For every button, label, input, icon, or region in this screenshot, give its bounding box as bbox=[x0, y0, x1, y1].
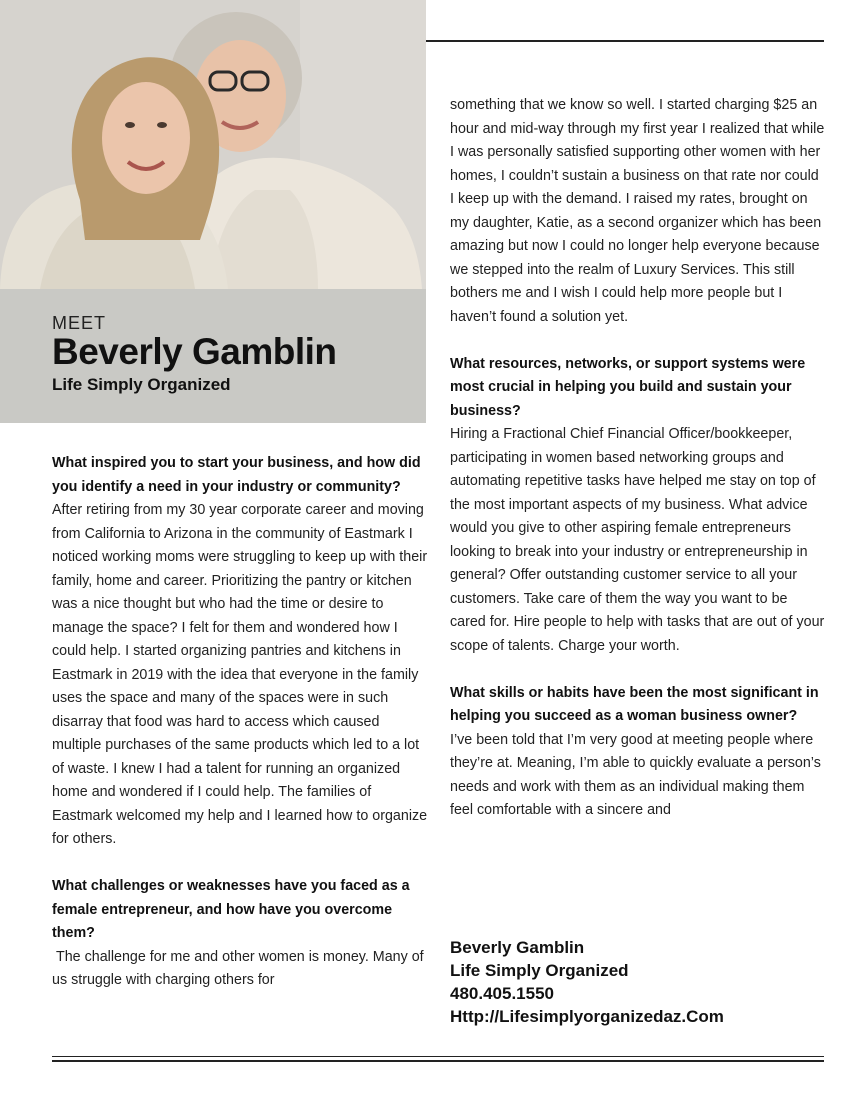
question-3: What resources, networks, or support systems were most crucial in helping you build and sustain your business? bbox=[450, 355, 806, 419]
answer-3: Hiring a Fractional Chief Financial Officer/bookkeeper, participating in women based networking groups and automating repetitive tasks have helped me stay on top of the most important aspects of my business. What advice would you give to other aspiring female entrepreneurs looking to break into your industry or entrepreneurship in general? Offer outstanding customer service to all your customers. Take care of them the way you want to be cared for. Hire people to help with tasks that are out of your scope of talents. Charge your worth. bbox=[450, 426, 825, 654]
contact-company: Life Simply Organized bbox=[450, 961, 629, 980]
question-1: What inspired you to start your business, and how did you identify a need in your industry or community? bbox=[52, 455, 421, 495]
right-column bbox=[450, 94, 826, 823]
featured-name: Beverly Gamblin bbox=[52, 331, 337, 372]
contact-website-link[interactable]: Http://Lifesimplyorganizedaz.Com bbox=[450, 1007, 724, 1026]
left-column bbox=[52, 452, 432, 993]
answer-2-continued: something that we know so well. I started charging $25 an hour and mid-way through my first year I realized that while I was personally satisfied supporting other women with her homes, I couldn’t sustain a business on that rate nor could I keep up with the demand. I raised my rates, brought on my daughter, Katie, as a second organizer which has been amazing but now I could no longer help everyone because we stepped into the realm of Luxury Services. This still bothers me and I wish I could help more people but I haven’t found a solution yet. bbox=[450, 97, 825, 325]
answer-2-start: The challenge for me and other women is money. Many of us struggle with charging others for bbox=[52, 948, 428, 988]
question-4: What skills or habits have been the most significant in helping you succeed as a woman business owner? bbox=[450, 684, 819, 724]
portrait-illustration bbox=[0, 0, 426, 289]
question-2: What challenges or weaknesses have you faced as a female entrepreneur, and how have you overcome them? bbox=[52, 878, 410, 941]
contact-block bbox=[450, 936, 724, 1028]
answer-1: After retiring from my 30 year corporate career and moving from California to Arizona in the community of Eastmark I noticed working moms were struggling to keep up with their family, home and career. Prioritizing the pantry or kitchen was a nice thought but who had the time or desire to manage the space? I felt for them and wondered how I could help. I started organizing pantries and kitchens in Eastmark in 2019 with the idea that everyone in the family uses the space and many of the spaces were in such disarray that food was hard to access which caused multiple purchases of the same products which led to a lot of waste. I knew I had a talent for running an organized home and wondered if I could help. The families of Eastmark welcomed my help and I learned how to organize for others. bbox=[52, 502, 428, 847]
meet-label: MEET bbox=[52, 313, 107, 333]
bottom-divider bbox=[52, 1056, 824, 1062]
top-divider bbox=[426, 40, 824, 42]
featured-company: Life Simply Organized bbox=[52, 375, 231, 394]
contact-phone[interactable]: 480.405.1550 bbox=[450, 984, 554, 1003]
portrait-photo bbox=[0, 0, 426, 289]
answer-4: I’ve been told that I’m very good at meeting people where they’re at. Meaning, I’m able to quickly evaluate a person’s needs and work with them as an individual making them feel comfortable with a sincere and bbox=[450, 731, 821, 818]
contact-name: Beverly Gamblin bbox=[450, 938, 585, 957]
